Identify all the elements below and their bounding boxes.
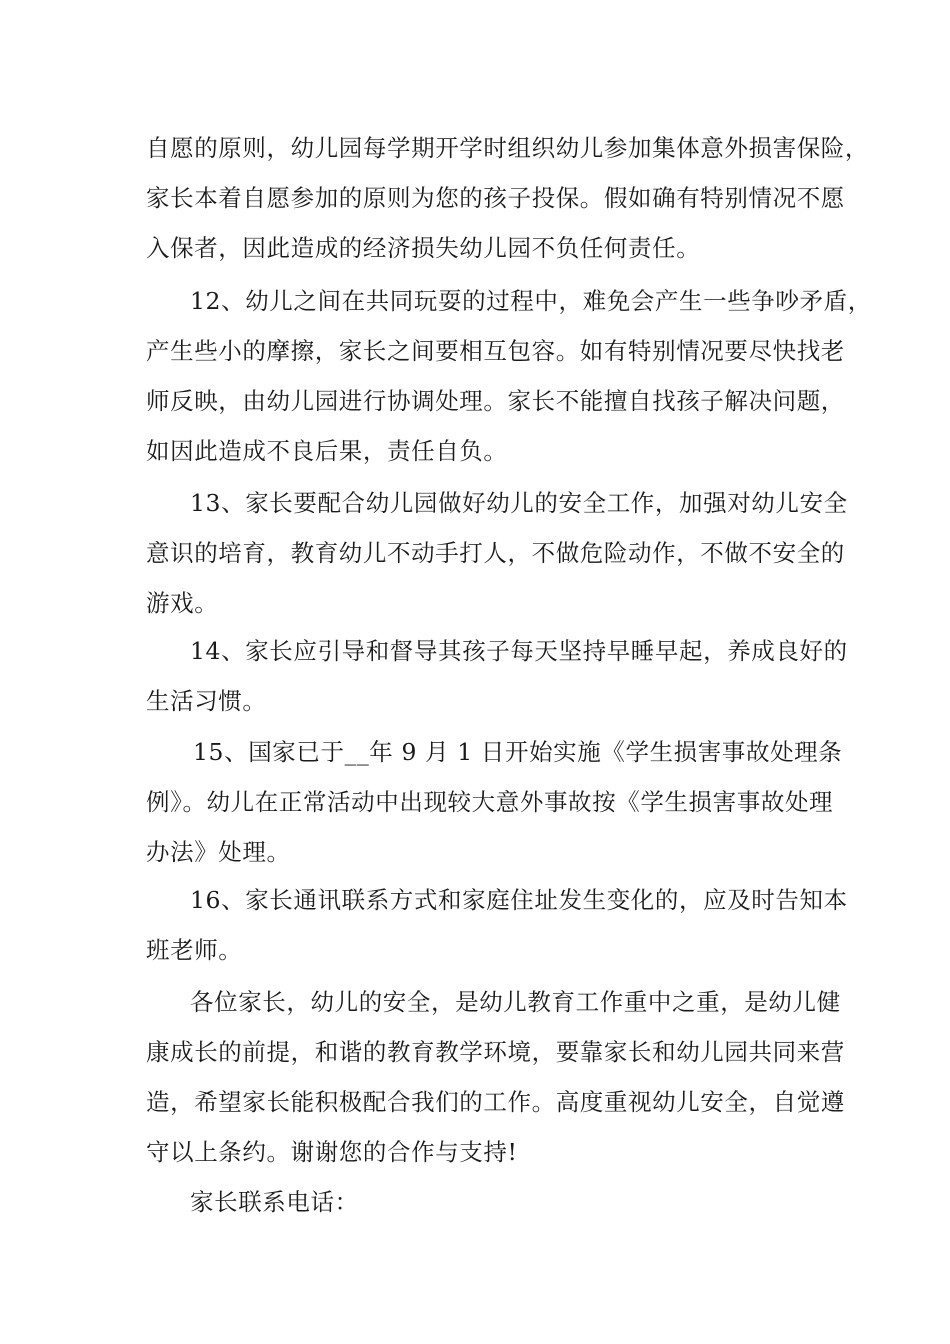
text-line: 15、国家已于__年 9 月 1 日开始实施《学生损害事故处理条 xyxy=(193,738,843,766)
text-line: 12、幼儿之间在共同玩耍的过程中，难免会产生一些争吵矛盾， xyxy=(190,287,872,315)
text-line: 各位家长，幼儿的安全，是幼儿教育工作重中之重，是幼儿健 xyxy=(190,988,841,1016)
text-line: 16、家长通讯联系方式和家庭住址发生变化的，应及时告知本 xyxy=(190,886,848,914)
text-line: 意识的培育，教育幼儿不动手打人，不做危险动作，不做不安全的 xyxy=(146,539,845,567)
text-line: 生活习惯。 xyxy=(146,687,267,715)
text-line: 守以上条约。谢谢您的合作与支持! xyxy=(146,1138,518,1166)
text-line: 办法》处理。 xyxy=(146,838,291,866)
text-line: 14、家长应引导和督导其孩子每天坚持早睡早起，养成良好的 xyxy=(190,637,848,665)
text-line: 例》。幼儿在正常活动中出现较大意外事故按《学生损害事故处理 xyxy=(146,788,834,816)
text-line: 自愿的原则，幼儿园每学期开学时组织幼儿参加集体意外损害保险， xyxy=(146,134,869,162)
text-line: 师反映，由幼儿园进行协调处理。家长不能擅自找孩子解决问题， xyxy=(146,387,845,415)
text-line: 康成长的前提，和谐的教育教学环境，要靠家长和幼儿园共同来营 xyxy=(146,1038,845,1066)
text-line: 入保者，因此造成的经济损失幼儿园不负任何责任。 xyxy=(146,234,701,262)
text-line: 造，希望家长能积极配合我们的工作。高度重视幼儿安全，自觉遵 xyxy=(146,1088,845,1116)
text-line: 家长联系电话： xyxy=(190,1188,359,1216)
text-line: 班老师。 xyxy=(146,936,243,964)
text-line: 游戏。 xyxy=(146,589,219,617)
text-line: 13、家长要配合幼儿园做好幼儿的安全工作，加强对幼儿安全 xyxy=(190,489,848,517)
text-line: 家长本着自愿参加的原则为您的孩子投保。假如确有特别情况不愿 xyxy=(146,184,845,212)
text-line: 产生些小的摩擦，家长之间要相互包容。如有特别情况要尽快找老 xyxy=(146,337,845,365)
text-line: 如因此造成不良后果，责任自负。 xyxy=(146,437,508,465)
